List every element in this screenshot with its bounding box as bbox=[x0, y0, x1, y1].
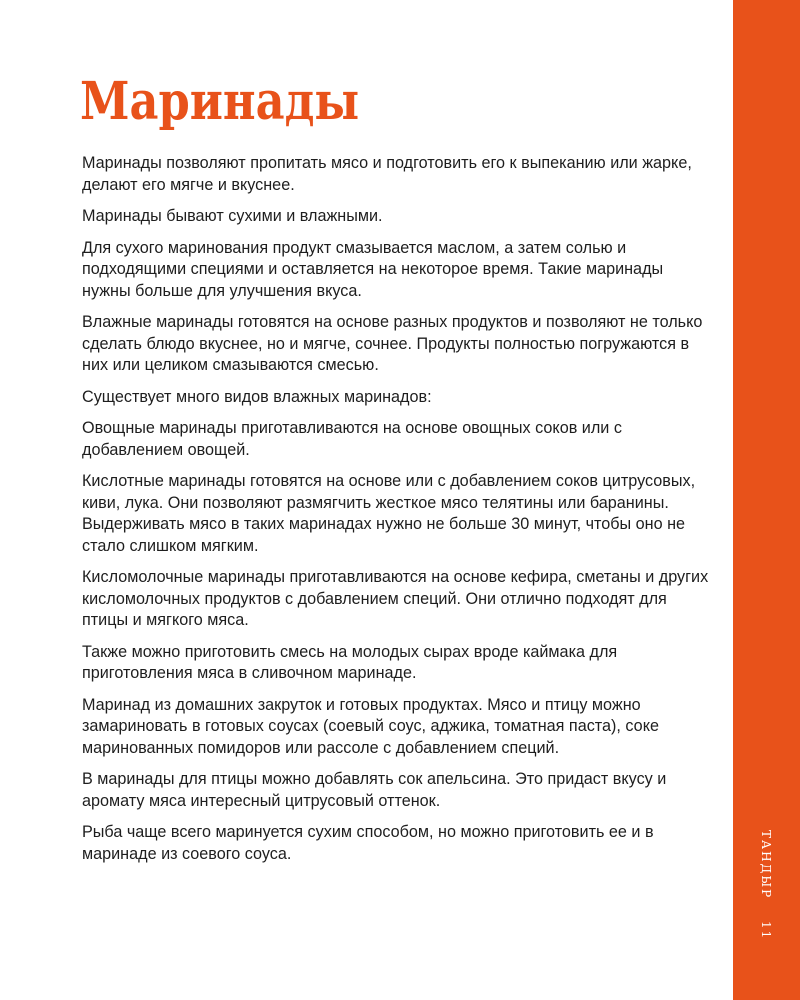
paragraph: Маринады позволяют пропитать мясо и подготовить его к выпеканию или жарке, делают его мягче и вкуснее. bbox=[82, 154, 692, 194]
paragraph: Маринады бывают сухими и влажными. bbox=[82, 207, 383, 225]
running-footer bbox=[751, 830, 781, 940]
paragraph: Маринад из домашних закруток и готовых продуктах. Мясо и птицу можно замариновать в готовых соусах (соевый соус, аджика, томатная паста), соке маринованных помидоров или рассоле с добавлением специй. bbox=[82, 695, 659, 757]
paragraph: Кисломолочные маринады приготавливаются на основе кефира, сметаны и других кисломолочных продуктов с добавлением специй. Они отлично подходят для птицы и мягкого мяса. bbox=[82, 568, 709, 629]
paragraph: Влажные маринады готовятся на основе разных продуктов и позволяют не только сделать блюдо вкуснее, но и мягче, сочнее. Продукты полностью погружаются в них или целиком смазываются смесью. bbox=[82, 313, 703, 374]
paragraph: Для сухого маринования продукт смазывается маслом, а затем солью и подходящими специями и оставляется на некоторое время. Такие маринады нужны больше для улучшения вкуса. bbox=[82, 238, 664, 300]
paragraph: В маринады для птицы можно добавлять сок апельсина. Это придаст вкусу и аромату мяса интересный цитрусовый оттенок. bbox=[82, 770, 667, 810]
paragraph: Также можно приготовить смесь на молодых сырах вроде каймака для приготовления мяса в сливочном маринаде. bbox=[82, 642, 618, 682]
paragraph: Овощные маринады приготавливаются на основе овощных соков или с добавлением овощей. bbox=[82, 419, 622, 459]
paragraph: Кислотные маринады готовятся на основе или с добавлением соков цитрусовых, киви, лука. Они позволяют размягчить жесткое мясо телятины или баранины. Выдерживать мясо в таких маринадах нужно не больше 30 минут, чтобы оно не стало слишком мягким. bbox=[82, 472, 696, 555]
body-text bbox=[82, 153, 712, 875]
chapter-name: ТАНДЫР bbox=[759, 830, 773, 900]
paragraph: Существует много видов влажных маринадов: bbox=[82, 387, 432, 406]
page-title: Маринады bbox=[80, 71, 360, 132]
page-number: 11 bbox=[759, 921, 773, 941]
paragraph: Рыба чаще всего маринуется сухим способом, но можно приготовить ее и в маринаде из соевого соуса. bbox=[82, 823, 654, 863]
